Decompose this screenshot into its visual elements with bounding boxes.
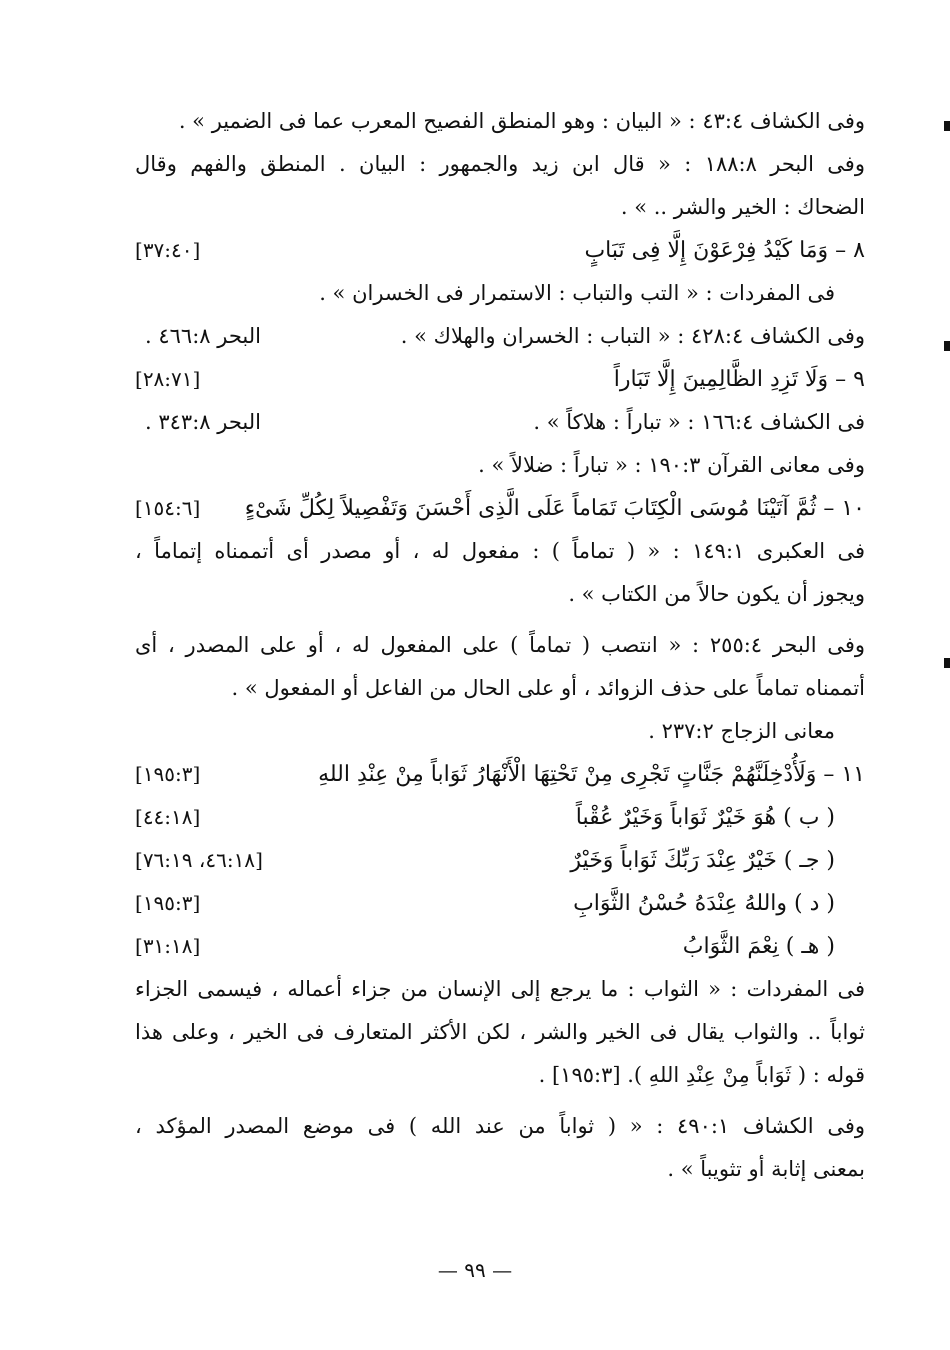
verse-line: ( جـ ) خَيْرٌ عِنْدَ رَبِّكَ ثَوَاباً وَخَيْرٌ [٤٦:١٨، ٧٦:١٩] bbox=[135, 839, 865, 882]
text-line: أتممناه تماماً على حذف الزوائد ، أو على الحال من الفاعل أو المفعول » . bbox=[231, 676, 865, 700]
verse-reference: [١٩٥:٣] bbox=[135, 891, 201, 915]
verse-reference: [١٥٤:٦] bbox=[135, 496, 201, 520]
verse-line: ١١ – وَلَأُدْخِلَنَّهُمْ جَنَّاتٍ تَجْرِى مِنْ تَحْتِهَا الْأَنْهَارُ ثَوَاباً مِنْ عِنْدِ اللهِ [١٩٥:٣] bbox=[135, 753, 865, 796]
page-number: — ٩٩ — bbox=[437, 1258, 513, 1282]
text-line: بمعنى إثابة أو تثويباً » . bbox=[667, 1157, 865, 1181]
text-line: فى العكبرى ١٤٩:١ : « ( تماماً ) : مفعول له ، أو مصدر أى أتممناه إتماماً ، bbox=[135, 539, 865, 563]
verse-reference: [١٩٥:٣] bbox=[135, 762, 201, 786]
verse-reference: [٣١:١٨] bbox=[135, 934, 201, 958]
side-reference: البحر ٤٦٦:٨ . bbox=[145, 324, 261, 348]
text-line: وفى معانى القرآن ١٩٠:٣ : « تباراً : ضلالاً » . bbox=[478, 453, 865, 477]
verse-reference: [٤٤:١٨] bbox=[135, 805, 201, 829]
verse-line: ٨ – وَمَا كَيْدُ فِرْعَوْنَ إِلَّا فِى تَبَابٍ [٣٧:٤٠] bbox=[135, 229, 865, 272]
verse-line: ١٠ – ثُمَّ آتَيْنَا مُوسَى الْكِتَابَ تَمَاماً عَلَى الَّذِى أَحْسَنَ وَتَفْصِيلاً لِكُلِّ شَىْءٍ [١٥٤:٦] bbox=[135, 487, 865, 530]
text-line: وفى البحر ١٨٨:٨ : « قال ابن زيد والجمهور : البيان . المنطق والفهم وقال bbox=[135, 152, 865, 176]
margin-mark bbox=[944, 121, 950, 131]
text-line: ويجوز أن يكون حالاً من الكتاب » . bbox=[568, 582, 865, 606]
verse-reference: [٣٧:٤٠] bbox=[135, 238, 201, 262]
text-line: فى المفردات : « التب والتباب : الاستمرار فى الخسران » . bbox=[319, 281, 835, 305]
document-body bbox=[135, 100, 865, 1191]
text-line: الضحاك : الخير والشر .. » . bbox=[620, 195, 865, 219]
verse-line: ( ب ) هُوَ خَيْرٌ ثَوَاباً وَخَيْرٌ عُقْباً [٤٤:١٨] bbox=[135, 796, 865, 839]
text-line: معانى الزجاج ٢٣٧:٢ . bbox=[648, 719, 835, 743]
text-line: ثواباً .. والثواب يقال فى الخير والشر ، لكن الأكثر المتعارف فى الخير ، وعلى هذا bbox=[135, 1020, 865, 1044]
text-line: فى الكشاف ١٦٦:٤ : « تباراً : هلاكاً » . البحر ٣٤٣:٨ . bbox=[135, 401, 865, 444]
verse-reference: [٢٨:٧١] bbox=[135, 367, 201, 391]
text-line: وفى الكشاف ٤٢٨:٤ : « التباب : الخسران والهلاك » . البحر ٤٦٦:٨ . bbox=[135, 315, 865, 358]
text-line: فى المفردات : « الثواب : ما يرجع إلى الإنسان من جزاء أعماله ، فيسمى الجزاء bbox=[135, 977, 865, 1001]
margin-mark bbox=[944, 341, 950, 351]
verse-line: ٩ – وَلَا تَزِدِ الظَّالِمِينَ إِلَّا تَبَاراً [٢٨:٧١] bbox=[135, 358, 865, 401]
text-line: وفى الكشاف ٤٣:٤ : « البيان : وهو المنطق الفصيح المعرب عما فى الضمير » . bbox=[178, 109, 865, 133]
text-line: قوله : ( ثَوَاباً مِنْ عِنْدِ اللهِ ). [١٩٥:٣] . bbox=[538, 1063, 865, 1087]
side-reference: البحر ٣٤٣:٨ . bbox=[145, 410, 261, 434]
text-line: وفى الكشاف ٤٩٠:١ : « ( ثواباً من عند الله ) فى موضع المصدر المؤكد ، bbox=[135, 1114, 866, 1138]
verse-line: ( د ) واللهُ عِنْدَهُ حُسْنُ الثَّوَابِ [١٩٥:٣] bbox=[135, 882, 865, 925]
verse-reference: [٤٦:١٨، ٧٦:١٩] bbox=[135, 848, 263, 872]
margin-mark bbox=[944, 658, 950, 668]
text-line: وفى البحر ٢٥٥:٤ : « انتصب ( تماماً ) على المفعول له ، أو على المصدر ، أى bbox=[135, 633, 865, 657]
verse-line: ( هـ ) نِعْمَ الثَّوَابُ [٣١:١٨] bbox=[135, 925, 865, 968]
